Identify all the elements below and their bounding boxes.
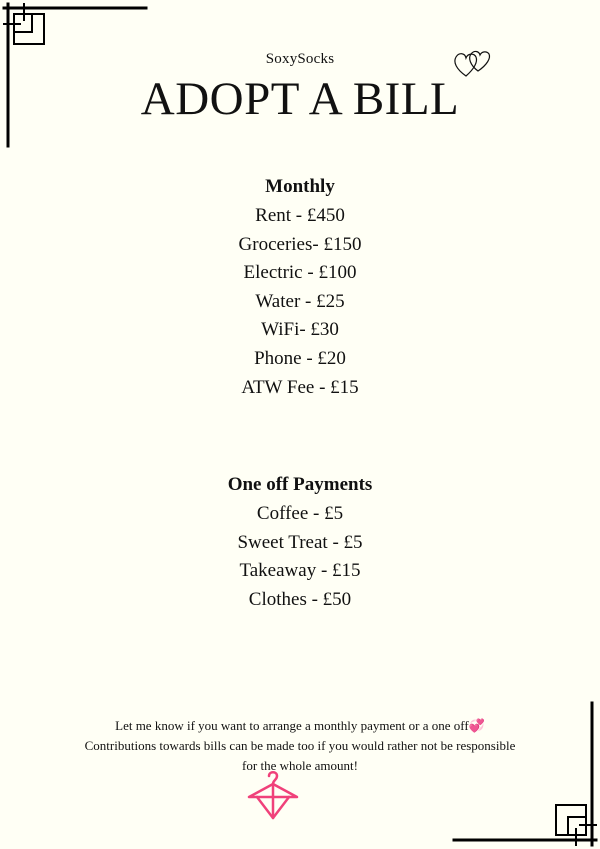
one-off-section: [0, 472, 600, 614]
list-item: Electric - £100: [243, 262, 357, 284]
footer-line-1: Let me know if you want to arrange a monthly payment or a one off💞: [115, 718, 485, 733]
page-title: ADOPT A BILL: [140, 73, 460, 125]
brand-name: SoxySocks: [265, 51, 335, 67]
list-item: Water - £25: [255, 290, 345, 312]
monthly-list: [0, 202, 600, 402]
list-item: Sweet Treat - £5: [237, 531, 363, 553]
list-item: Rent - £450: [255, 205, 345, 226]
list-item: Takeaway - £15: [239, 560, 361, 582]
list-item: ATW Fee - £15: [241, 376, 359, 398]
footer-line-2: Contributions towards bills can be made too if you would rather not be responsible for the whole amount!: [84, 738, 516, 773]
list-item: Clothes - £50: [248, 588, 352, 610]
one-off-list: [0, 500, 600, 614]
list-item: WiFi- £30: [261, 319, 339, 341]
list-item: Phone - £20: [254, 347, 346, 369]
monthly-section: [0, 174, 600, 402]
one-off-heading: One off Payments: [227, 474, 373, 495]
hanger-logo-icon: [245, 766, 301, 824]
monthly-heading: Monthly: [265, 176, 335, 197]
list-item: Coffee - £5: [256, 503, 344, 524]
double-heart-icon: [452, 46, 496, 80]
list-item: Groceries- £150: [238, 233, 362, 255]
